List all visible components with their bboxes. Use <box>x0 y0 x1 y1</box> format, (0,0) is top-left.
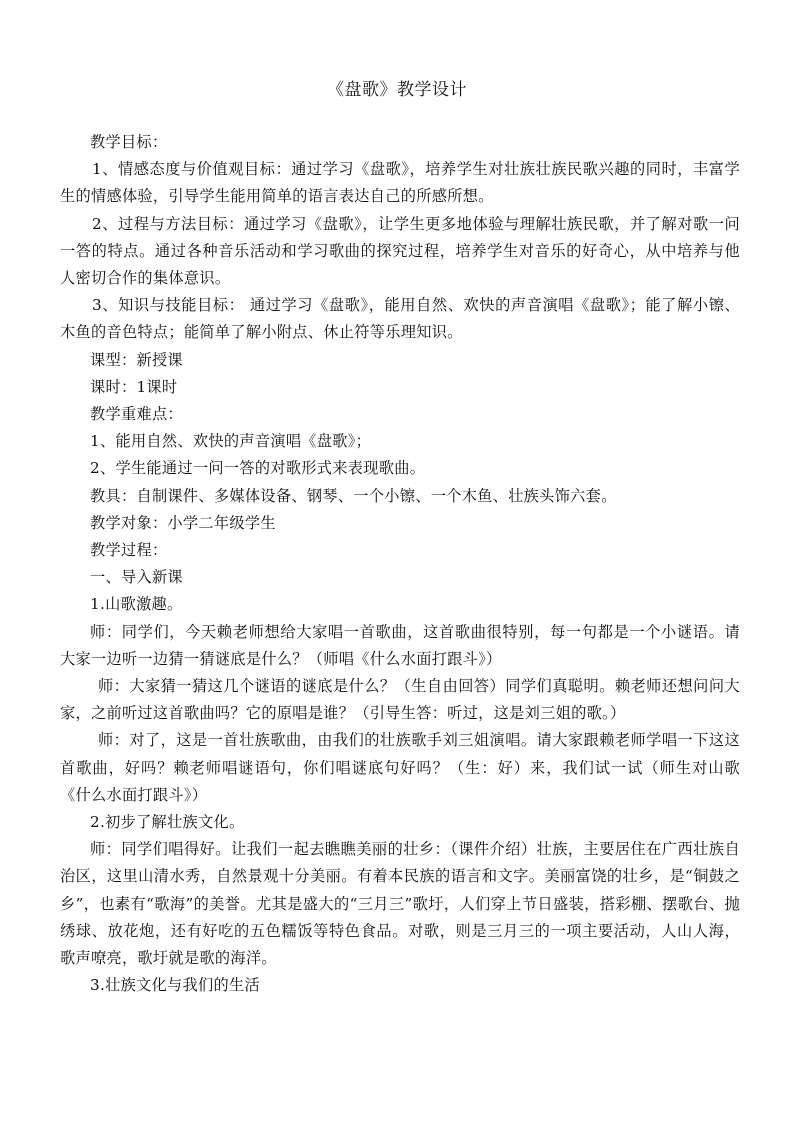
paragraph-key-point-2: 2、学生能通过一问一答的对歌形式来表现歌曲。 <box>90 459 426 478</box>
paragraph-key-point-1: 1、能用自然、欢快的声音演唱《盘歌》； <box>90 432 372 451</box>
paragraph-teaching-aids: 教具：自制课件、多媒体设备、钢琴、一个小镲、一个木鱼、壮族头饰六套。 <box>90 486 617 505</box>
paragraph-dialogue-4: 师：同学们唱得好。让我们一起去瞧瞧美丽的壮乡：（课件介绍）壮族，主要居住在广西壮族自治区，这里山清水秀，自然景观十分美丽。有着本民族的语言和文字。美丽富饶的壮乡，是“铜鼓之乡”，也素有“歌海”的美誉。尤其是盛大的“三月三”歌圩，人们穿上节日盛装，搭彩棚、摆歌台、抛绣球、放花炮，还有好吃的五色糯饭等特色食品。对歌，则是三月三的一项主要活动，人山人海，歌声嘹亮，歌圩就是歌的海洋。 <box>60 840 740 968</box>
paragraph-key-points-heading: 教学重难点： <box>90 405 183 424</box>
paragraph-section-1-heading: 一、导入新课 <box>90 568 183 587</box>
paragraph-target-students: 教学对象：小学二年级学生 <box>90 513 276 532</box>
paragraph-step-1-3: 3.壮族文化与我们的生活 <box>90 976 260 995</box>
paragraph-dialogue-3: 师：对了，这是一首壮族歌曲，由我们的壮族歌手刘三姐演唱。请大家跟赖老师学唱一下这这首歌曲，好吗？赖老师唱谜语句，你们唱谜底句好吗？（生：好）来，我们试一试（师生对山歌《什么水面打跟斗》） <box>60 731 740 804</box>
document-body <box>60 129 740 1000</box>
paragraph-step-1-1: 1.山歌激趣。 <box>90 595 183 614</box>
paragraph-process-heading: 教学过程： <box>90 541 168 560</box>
paragraph-objective-2: 2、过程与方法目标：通过学习《盘歌》，让学生更多地体验与理解壮族民歌，并了解对歌一问一答的特点。通过各种音乐活动和学习歌曲的探究过程，培养学生对音乐的好奇心，从中培养与他人密切合作的集体意识。 <box>60 214 740 288</box>
paragraph-dialogue-2: 师：大家猜一猜这几个谜语的谜底是什么？（生自由回答）同学们真聪明。赖老师还想问问大家，之前听过这首歌曲吗？它的原唱是谁？（引导生答：听过，这是刘三姐的歌。） <box>60 677 740 723</box>
paragraph-objective-3: 3、知识与技能目标： 通过学习《盘歌》，能用自然、欢快的声音演唱《盘歌》；能了解小镲、木鱼的音色特点；能简单了解小附点、休止符等乐理知识。 <box>60 296 740 342</box>
paragraph-lesson-type: 课型：新授课 <box>90 350 183 369</box>
paragraph-step-1-2: 2.初步了解壮族文化。 <box>90 813 245 832</box>
document-title: 《盘歌》教学设计 <box>327 80 467 100</box>
paragraph-dialogue-1: 师：同学们，今天赖老师想给大家唱一首歌曲，这首歌曲很特别，每一句都是一个小谜语。请大家一边听一边猜一猜谜底是什么？（师唱《什么水面打跟斗》） <box>60 622 740 668</box>
paragraph-objectives-heading: 教学目标： <box>90 133 168 151</box>
paragraph-lesson-hours: 课时：1课时 <box>90 377 178 396</box>
paragraph-objective-1: 1、情感态度与价值观目标：通过学习《盘歌》，培养学生对壮族壮族民歌兴趣的同时，丰富学生的情感体验，引导学生能用简单的语言表达自己的所感所想。 <box>60 160 740 206</box>
